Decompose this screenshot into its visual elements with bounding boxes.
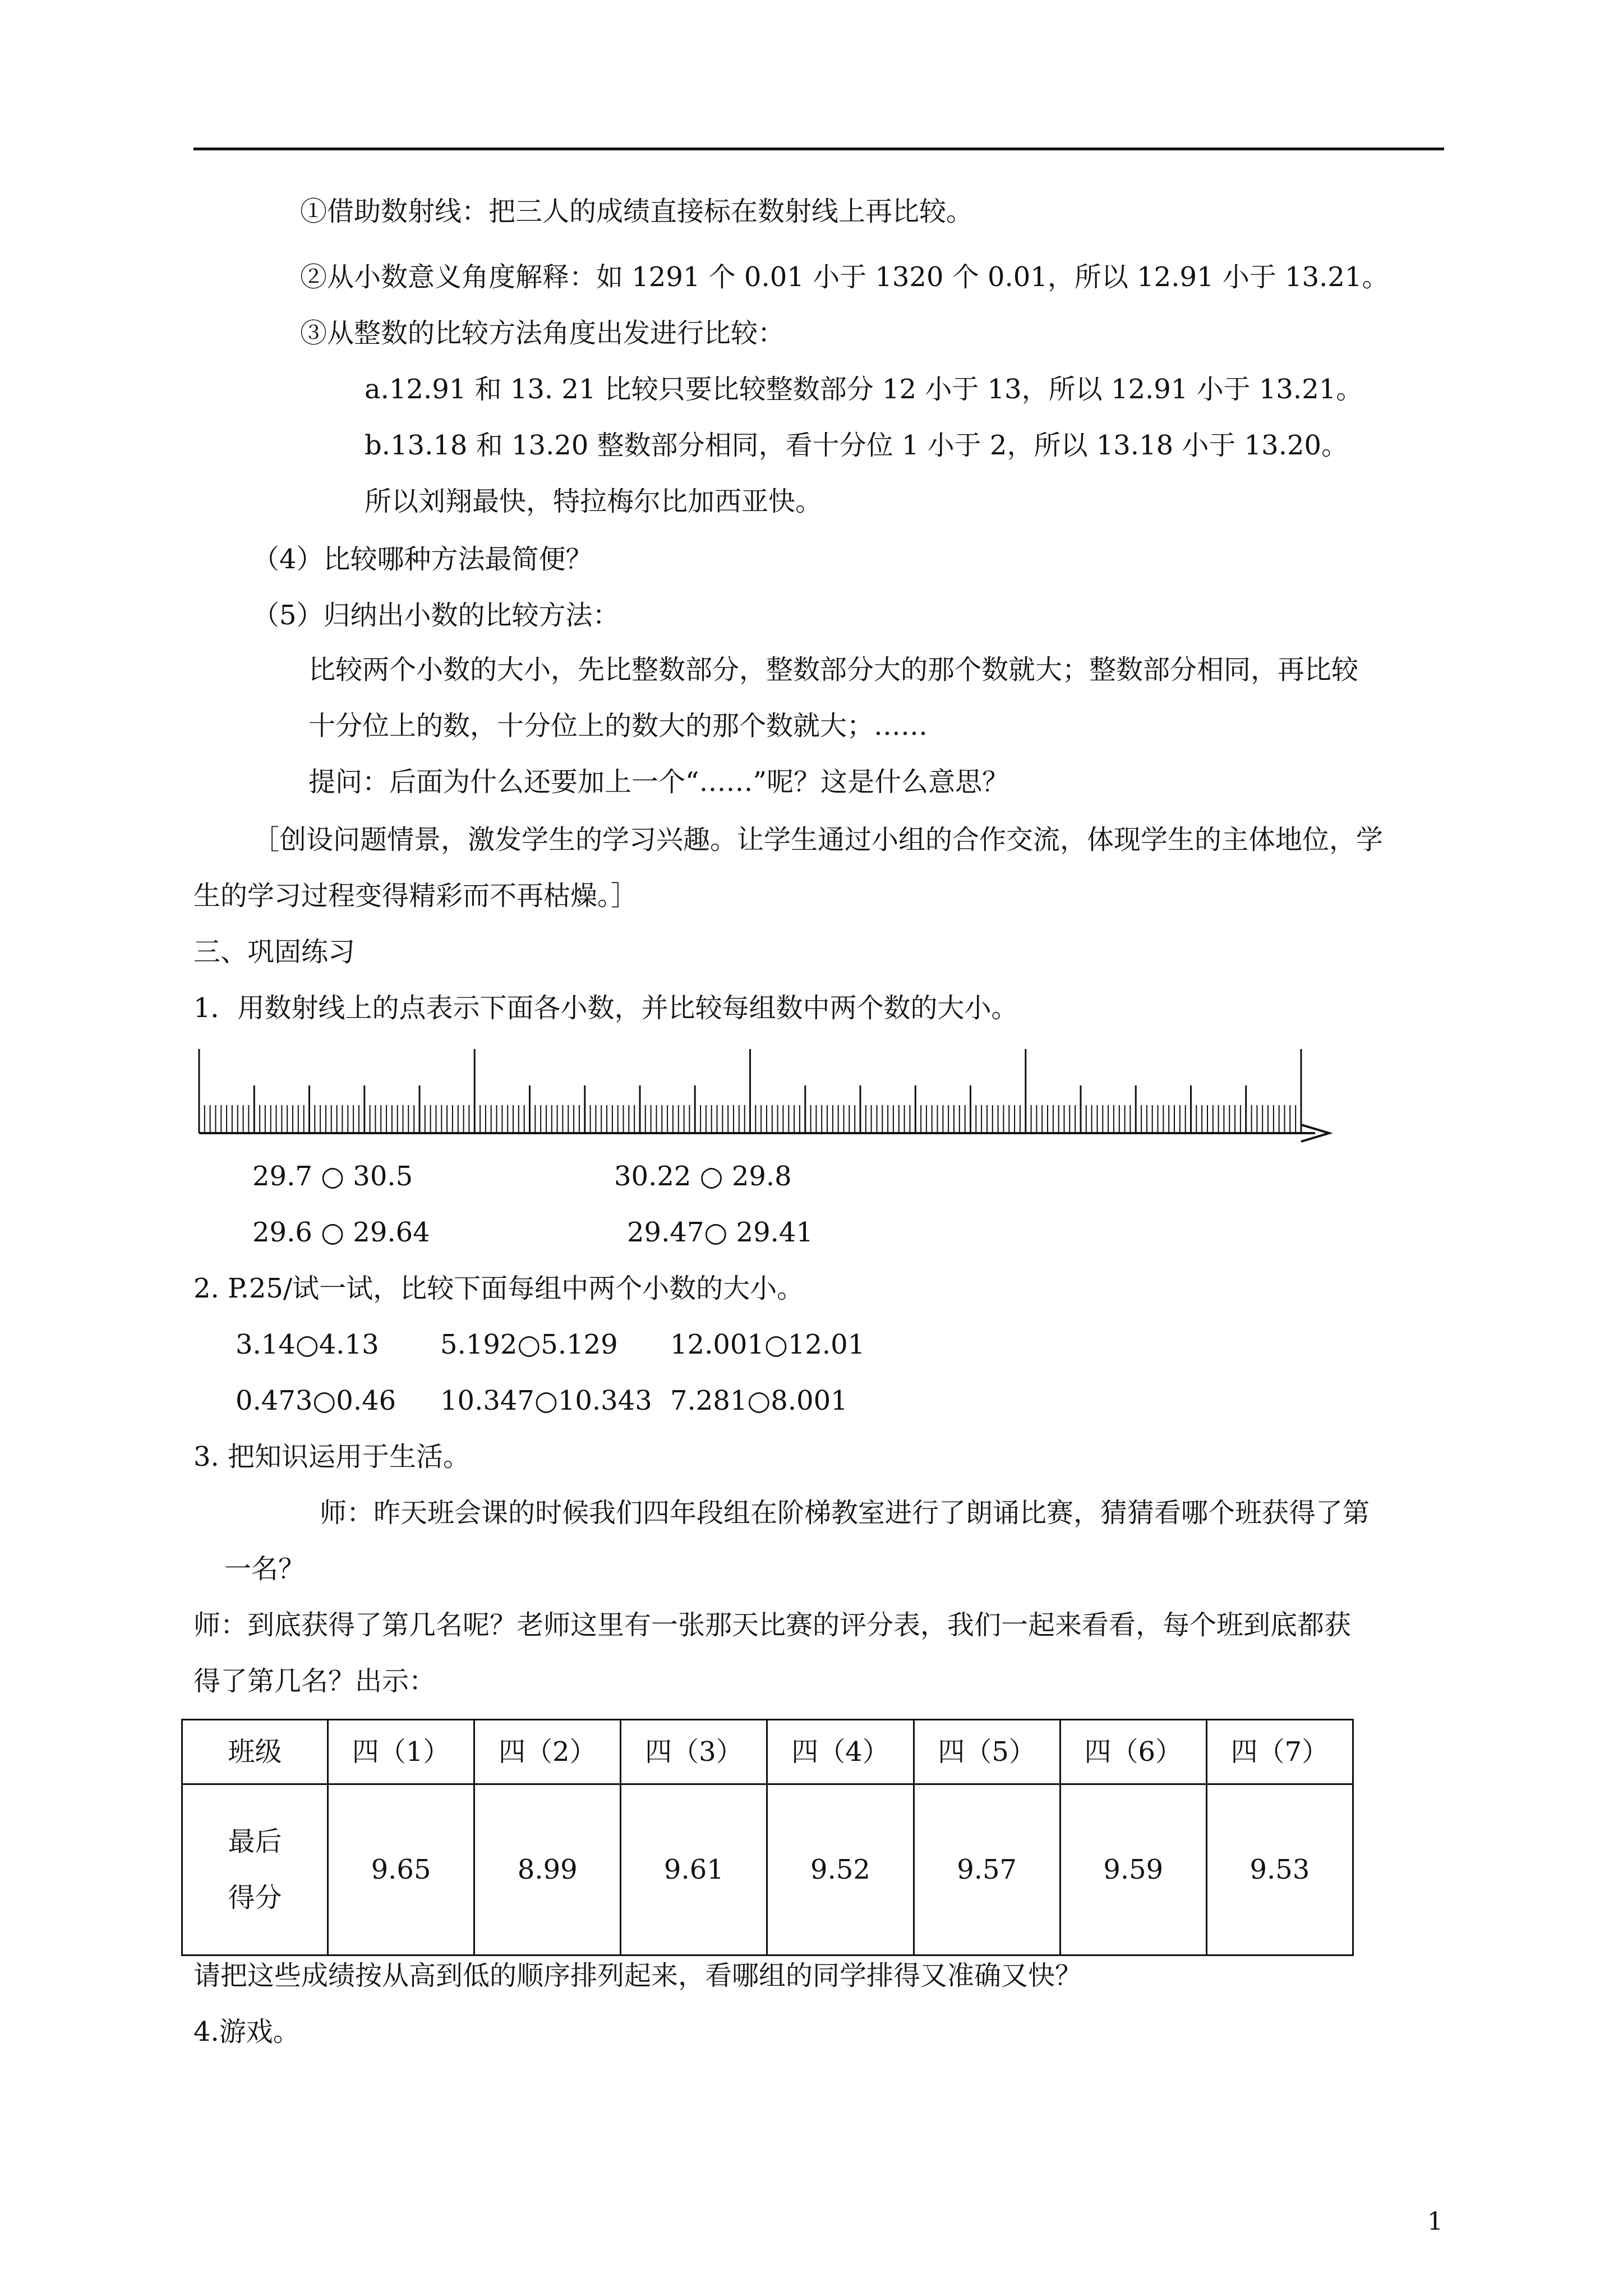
compare-item: 29.6 ○ 29.64 [252, 1217, 430, 1248]
rule-line-2: 十分位上的数，十分位上的数大的那个数就大；…… [308, 710, 928, 742]
rule-line-1: 比较两个小数的大小，先比整数部分，整数部分大的那个数就大；整数部分相同，再比较 [308, 654, 1359, 685]
exercise-1: 1．用数射线上的点表示下面各小数，并比较每组数中两个数的大小。 [193, 992, 1018, 1024]
compare-item: 29.47○ 29.41 [627, 1217, 813, 1248]
method-3b: b.13.18 和 13.20 整数部分相同，看十分位 1 小于 2，所以 13.18 小于 13.20。 [365, 430, 1349, 461]
score-table [181, 1719, 1354, 1956]
question-4: （4）比较哪种方法最简便？ [252, 544, 593, 575]
number-ray-ticks [199, 1049, 1301, 1133]
class-header: 四（3） [621, 1720, 767, 1784]
teacher-line-1: 师：昨天班会课的时候我们四年段组在阶梯教室进行了朗诵比赛，猜猜看哪个班获得了第 [320, 1497, 1370, 1529]
compare-item: 3.14○4.13 [236, 1329, 379, 1360]
score-label-line: 得分 [228, 1882, 282, 1913]
compare-item: 0.473○0.46 [236, 1385, 396, 1416]
class-header: 四（2） [474, 1720, 621, 1784]
score-label-line: 最后 [228, 1826, 282, 1857]
score-cell: 8.99 [474, 1784, 621, 1955]
table-score-row [182, 1784, 1353, 1955]
class-header: 四（5） [914, 1720, 1060, 1784]
ask-line: 提问：后面为什么还要加上一个“……”呢？这是什么意思？ [308, 766, 1009, 798]
method-2: ②从小数意义角度解释：如 1291 个 0.01 小于 1320 个 0.01，所以 12.91 小于 13.21。 [300, 261, 1389, 293]
header-rule [193, 148, 1444, 150]
teacher-line-1b: 一名？ [224, 1553, 306, 1585]
number-ray [193, 1049, 1343, 1150]
score-label-cell [182, 1784, 328, 1955]
conclusion: 所以刘翔最快，特拉梅尔比加西亚快。 [365, 486, 823, 517]
game-line: 4.游戏。 [193, 2016, 300, 2047]
score-cell: 9.59 [1060, 1784, 1206, 1955]
compare-item: 29.7 ○ 30.5 [252, 1161, 413, 1192]
note-line-1: ［创设问题情景，激发学生的学习兴趣。让学生通过小组的合作交流，体现学生的主体地位，学 [252, 824, 1384, 855]
note-line-2: 生的学习过程变得精彩而不再枯燥。］ [193, 880, 638, 912]
compare-item: 5.192○5.129 [440, 1329, 618, 1360]
after-table-line: 请把这些成绩按从高到低的顺序排列起来，看哪组的同学排得又准确又快？ [193, 1960, 1082, 1991]
class-header: 四（4） [767, 1720, 914, 1784]
method-3: ③从整数的比较方法角度出发进行比较： [300, 318, 785, 349]
question-5: （5）归纳出小数的比较方法： [252, 600, 620, 631]
page-number: 1 [1427, 2207, 1443, 2236]
table-header-row [182, 1720, 1353, 1784]
score-cell: 9.57 [914, 1784, 1060, 1955]
score-cell: 9.65 [328, 1784, 474, 1955]
class-header: 四（7） [1206, 1720, 1353, 1784]
score-cell: 9.53 [1206, 1784, 1353, 1955]
score-cell: 9.52 [767, 1784, 914, 1955]
method-1: ①借助数射线：把三人的成绩直接标在数射线上再比较。 [300, 196, 974, 227]
teacher-line-2b: 得了第几名？出示： [193, 1665, 436, 1697]
class-header: 四（6） [1060, 1720, 1206, 1784]
method-3a: a.12.91 和 13. 21 比较只要比较整数部分 12 小于 13，所以 12.91 小于 13.21。 [365, 374, 1363, 405]
compare-item: 30.22 ○ 29.8 [614, 1161, 792, 1192]
exercise-2: 2. P.25/试一试，比较下面每组中两个小数的大小。 [193, 1273, 804, 1304]
exercise-3: 3. 把知识运用于生活。 [193, 1441, 471, 1473]
score-cell: 9.61 [621, 1784, 767, 1955]
compare-item: 12.001○12.01 [670, 1329, 865, 1360]
compare-item: 10.347○10.343 [440, 1385, 652, 1416]
compare-item: 7.281○8.001 [670, 1385, 848, 1416]
table-header-label: 班级 [182, 1720, 328, 1784]
class-header: 四（1） [328, 1720, 474, 1784]
section-3-title: 三、巩固练习 [193, 936, 356, 968]
teacher-line-2: 师：到底获得了第几名呢？老师这里有一张那天比赛的评分表，我们一起来看看，每个班到底都获 [193, 1609, 1352, 1641]
